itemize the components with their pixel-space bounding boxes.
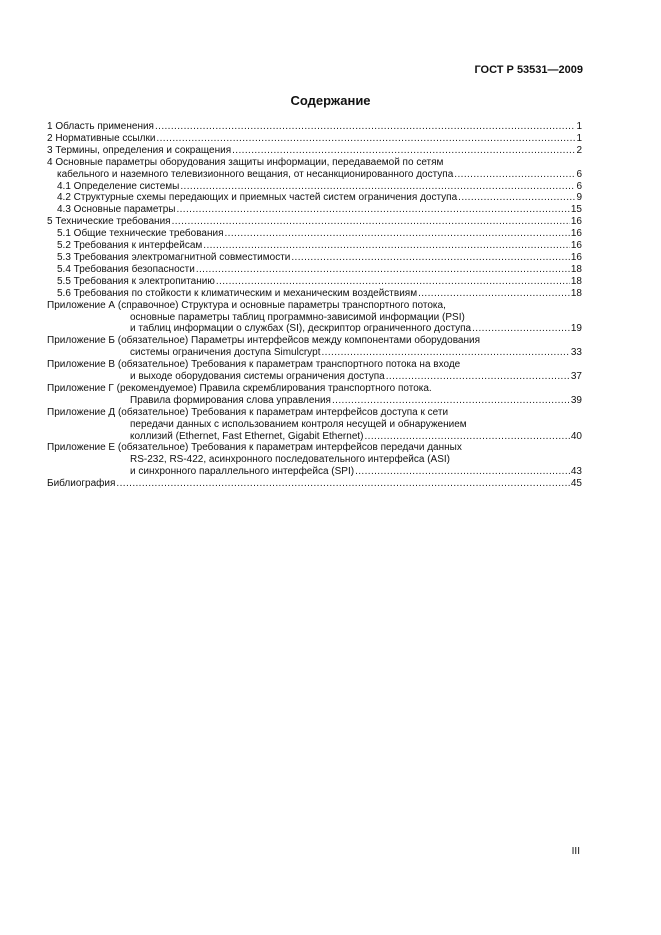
toc-entry-title: 4.3 Основные параметры bbox=[57, 204, 176, 216]
toc-page-number: 6 bbox=[576, 180, 582, 192]
dot-leader bbox=[355, 466, 570, 478]
toc-entry-title: 5.5 Требования к электропитанию bbox=[57, 275, 215, 287]
toc-entry-5-3[interactable] bbox=[47, 252, 582, 264]
dot-leader bbox=[322, 347, 570, 359]
toc-entry-appendix-v[interactable] bbox=[47, 359, 582, 383]
toc-entry-title: Приложение Д (обязательное) Требования к параметрам интерфейсов доступа к сети bbox=[47, 406, 449, 418]
dot-leader bbox=[172, 216, 570, 228]
toc-entry-2[interactable] bbox=[47, 133, 582, 145]
toc-page-number: 39 bbox=[570, 394, 582, 406]
toc-entry-title: 5.3 Требования электромагнитной совместимости bbox=[57, 251, 291, 263]
toc-entry-5-5[interactable] bbox=[47, 276, 582, 288]
dot-leader bbox=[216, 276, 570, 288]
toc-entry-appendix-d[interactable] bbox=[47, 407, 582, 443]
toc-entry-title: 4.2 Структурные схемы передающих и приемных частей систем ограничения доступа bbox=[57, 192, 458, 204]
dot-leader bbox=[116, 478, 569, 490]
dot-leader bbox=[156, 133, 575, 145]
dot-leader bbox=[180, 181, 575, 193]
toc-entry-bibliography[interactable] bbox=[47, 478, 582, 490]
toc-entry-4-3[interactable] bbox=[47, 204, 582, 216]
toc-entry-title: Библиография bbox=[47, 478, 116, 490]
toc-page-number: 18 bbox=[570, 287, 582, 299]
toc-entry-5-6[interactable] bbox=[47, 288, 582, 300]
toc-page-number: 9 bbox=[576, 192, 582, 204]
toc-page-number: 16 bbox=[570, 240, 582, 252]
toc-entry-title-continued: коллизий (Ethernet, Fast Ethernet, Gigabit Ethernet) bbox=[130, 430, 364, 442]
toc-entry-title-continued: передачи данных с использованием контроля несущей и обнаружением bbox=[130, 418, 467, 430]
toc-page-number: 16 bbox=[570, 251, 582, 263]
toc-entry-4-1[interactable] bbox=[47, 181, 582, 193]
toc-page-number: 1 bbox=[576, 121, 582, 132]
dot-leader bbox=[458, 192, 575, 204]
toc-entry-title: 5.4 Требования безопасности bbox=[57, 263, 195, 275]
toc-entry-1[interactable] bbox=[47, 121, 582, 133]
document-standard-number: ГОСТ Р 53531—2009 bbox=[474, 64, 583, 76]
toc-entry-title-continued: и синхронного параллельного интерфейса (SPI) bbox=[130, 466, 355, 478]
dot-leader bbox=[291, 252, 570, 264]
dot-leader bbox=[418, 288, 570, 300]
toc-entry-appendix-b[interactable] bbox=[47, 335, 582, 359]
toc-entry-title: Приложение Е (обязательное) Требования к параметрам интерфейсов передачи данных bbox=[47, 442, 462, 454]
toc-page-number: 15 bbox=[570, 204, 582, 216]
toc-entry-title: 5.6 Требования по стойкости к климатическим и механическим воздействиям bbox=[57, 287, 418, 299]
toc-page-number: 18 bbox=[570, 263, 582, 275]
toc-entry-title-continued: и таблиц информации о службах (SI), дескриптор ограниченного доступа bbox=[130, 323, 472, 335]
toc-page-number: 1 bbox=[576, 132, 582, 144]
toc-entry-5-2[interactable] bbox=[47, 240, 582, 252]
toc-page-number: 43 bbox=[570, 466, 582, 478]
dot-leader bbox=[365, 431, 570, 443]
toc-entry-title: Приложение В (обязательное) Требования к параметрам транспортного потока на входе bbox=[47, 359, 461, 371]
dot-leader bbox=[454, 169, 575, 181]
toc-entry-appendix-g[interactable] bbox=[47, 383, 582, 407]
page-title: Содержание bbox=[290, 93, 371, 108]
toc-entry-5-4[interactable] bbox=[47, 264, 582, 276]
toc-entry-title-continued: основные параметры таблиц программно-зависимой информации (PSI) bbox=[130, 311, 465, 323]
toc-page-number: 18 bbox=[570, 275, 582, 287]
toc-entry-3[interactable] bbox=[47, 145, 582, 157]
toc-page-number: 2 bbox=[576, 144, 582, 156]
toc-entry-4-2[interactable] bbox=[47, 192, 582, 204]
toc-entry-4[interactable] bbox=[47, 157, 582, 181]
toc-entry-title-continued: RS-232, RS-422, асинхронного последовательного интерфейса (ASI) bbox=[130, 454, 450, 466]
toc-entry-appendix-a[interactable] bbox=[47, 300, 582, 336]
toc-page-number: 19 bbox=[570, 323, 582, 335]
toc-entry-title-continued: кабельного и наземного телевизионного вещания, от несанкционированного доступа bbox=[57, 168, 454, 180]
dot-leader bbox=[155, 121, 575, 133]
toc-entry-title: 5 Технические требования bbox=[47, 216, 171, 228]
dot-leader bbox=[225, 228, 570, 240]
toc-page-number: 16 bbox=[570, 228, 582, 240]
table-of-contents bbox=[47, 121, 582, 490]
toc-page-number: 37 bbox=[570, 371, 582, 383]
toc-entry-title: 5.1 Общие технические требования bbox=[57, 228, 224, 240]
toc-entry-title: 4 Основные параметры оборудования защиты информации, передаваемой по сетям bbox=[47, 156, 444, 168]
dot-leader bbox=[232, 145, 575, 157]
toc-entry-title: 3 Термины, определения и сокращения bbox=[47, 144, 232, 156]
toc-page-number: 45 bbox=[570, 478, 582, 490]
toc-entry-title: 5.2 Требования к интерфейсам bbox=[57, 240, 203, 252]
toc-page-number: 6 bbox=[576, 168, 582, 180]
toc-entry-5-1[interactable] bbox=[47, 228, 582, 240]
toc-entry-title: 4.1 Определение системы bbox=[57, 180, 180, 192]
page-number: III bbox=[571, 846, 580, 857]
toc-entry-5[interactable] bbox=[47, 216, 582, 228]
toc-page-number: 40 bbox=[570, 430, 582, 442]
dot-leader bbox=[332, 395, 570, 407]
toc-entry-title: 2 Нормативные ссылки bbox=[47, 132, 156, 144]
dot-leader bbox=[203, 240, 570, 252]
toc-page-number: 33 bbox=[570, 347, 582, 359]
toc-entry-title-continued: системы ограничения доступа Simulcrypt bbox=[130, 347, 321, 359]
toc-entry-title: Приложение Г (рекомендуемое) Правила скремблирования транспортного потока. bbox=[47, 382, 432, 394]
dot-leader bbox=[472, 323, 570, 335]
toc-entry-appendix-e[interactable] bbox=[47, 442, 582, 478]
dot-leader bbox=[196, 264, 570, 276]
toc-entry-title: Приложение А (справочное) Структура и основные параметры транспортного потока, bbox=[47, 299, 446, 311]
dot-leader bbox=[176, 204, 569, 216]
toc-entry-title-continued: и выходе оборудования системы ограничения доступа bbox=[130, 371, 385, 383]
toc-entry-title: Приложение Б (обязательное) Параметры интерфейсов между компонентами оборудования bbox=[47, 335, 480, 347]
toc-entry-title: 1 Область применения bbox=[47, 121, 154, 132]
dot-leader bbox=[386, 371, 570, 383]
toc-page-number: 16 bbox=[570, 216, 582, 228]
toc-entry-title-continued: Правила формирования слова управления bbox=[130, 394, 331, 406]
